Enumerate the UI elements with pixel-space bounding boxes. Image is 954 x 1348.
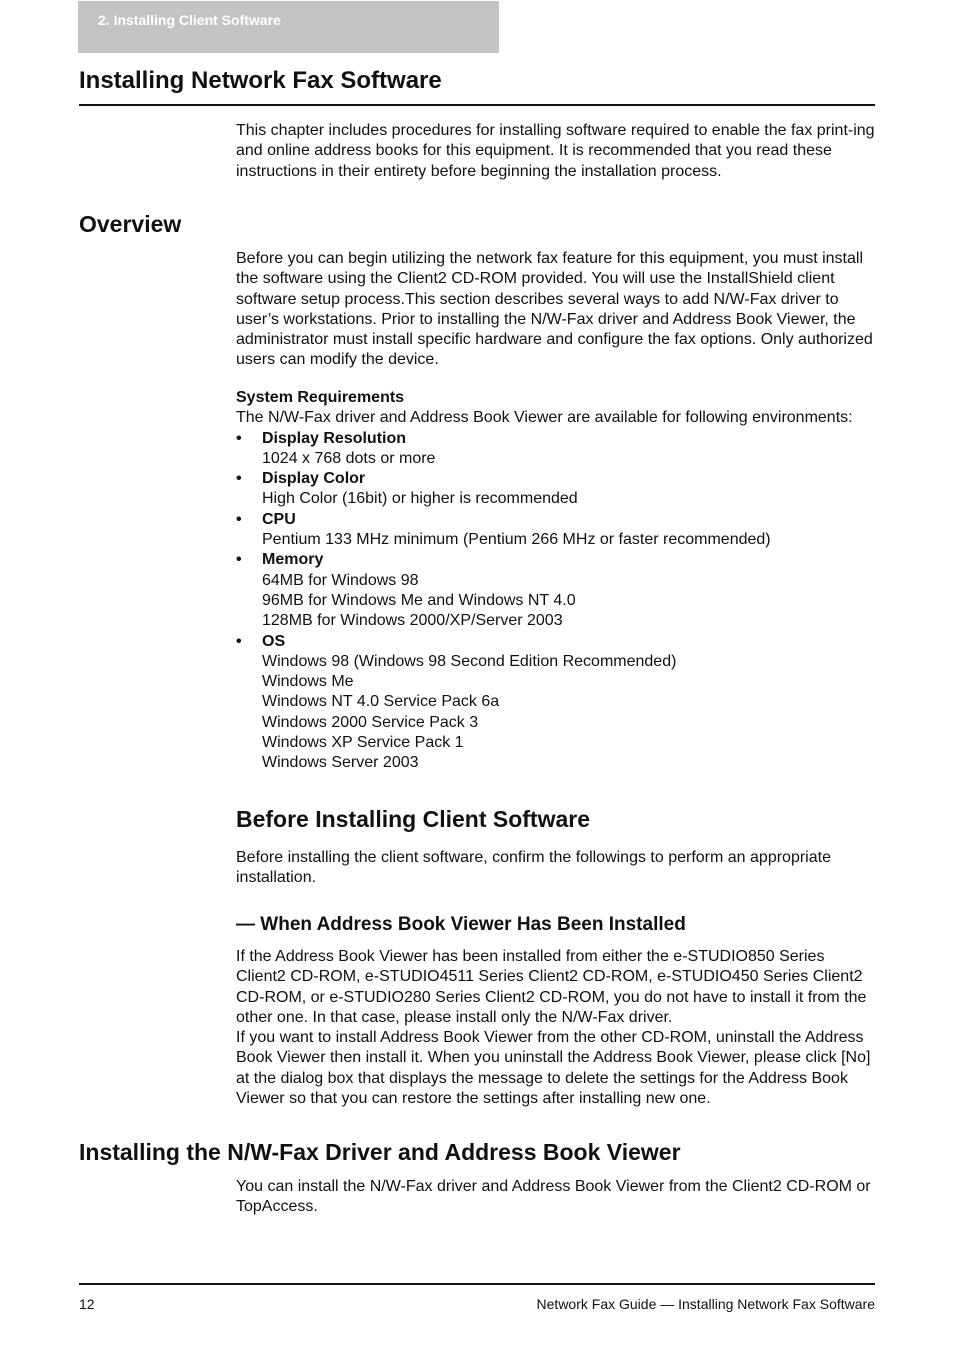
bullet-icon: • (236, 470, 242, 488)
requirement-label: Display Color (262, 470, 366, 488)
requirement-value: 128MB for Windows 2000/XP/Server 2003 (262, 612, 563, 630)
overview-paragraph (236, 249, 876, 371)
requirements-list (236, 429, 896, 774)
page-number: 12 (79, 1296, 95, 1312)
bullet-icon: • (236, 429, 242, 447)
installing-text: You can install the N/W-Fax driver and Address Book Viewer from the Client2 CD-ROM or TopAccess. (236, 1178, 871, 1216)
requirement-value: Windows XP Service Pack 1 (262, 734, 464, 752)
when-installed-para2: If you want to install Address Book Viewer from the other CD-ROM, uninstall the Address Book Viewer then install it. When you uninstall the Address Book Viewer, please click [No] at the dialog box that displays the message to delete the settings for the Address Book Viewer so that you can restore the settings after installing new one. (236, 1029, 871, 1108)
requirement-value: Windows NT 4.0 Service Pack 6a (262, 693, 500, 711)
requirement-label: CPU (262, 510, 296, 528)
chapter-tab-label: 2. Installing Client Software (98, 12, 281, 28)
requirements-heading: System Requirements (236, 389, 405, 406)
before-heading: Before Installing Client Software (236, 806, 590, 832)
requirement-label: Display Resolution (262, 429, 407, 447)
overview-heading: Overview (79, 211, 182, 237)
before-paragraph (236, 848, 876, 889)
system-requirements (236, 388, 896, 774)
requirement-value: Windows 2000 Service Pack 3 (262, 713, 479, 731)
intro-paragraph (236, 121, 876, 182)
bullet-icon: • (236, 510, 242, 528)
requirement-value: Pentium 133 MHz minimum (Pentium 266 MHz or faster recommended) (262, 531, 771, 549)
requirement-item (236, 469, 896, 510)
requirement-item (236, 550, 896, 631)
requirement-item (236, 429, 896, 470)
when-installed-para1: If the Address Book Viewer has been installed from either the e-STUDIO850 Series Client2 CD-ROM, e-STUDIO4511 Series Client2 CD-ROM, e-STUDIO450 Series Client2 CD-ROM, or e-STUDIO280 Series Client2 CD-ROM, you do not have to install it from the other one. In that case, please install only the N/W-Fax driver. (236, 948, 867, 1026)
requirement-value: 64MB for Windows 98 (262, 571, 419, 589)
requirement-value: Windows Me (262, 673, 354, 691)
title-rule (79, 104, 875, 106)
footer-rule (79, 1283, 875, 1285)
installing-heading: Installing the N/W-Fax Driver and Address Book Viewer (79, 1139, 681, 1165)
bullet-icon: • (236, 632, 242, 650)
chapter-tab (78, 1, 499, 53)
when-installed-paragraphs (236, 947, 876, 1109)
overview-text: Before you can begin utilizing the network fax feature for this equipment, you must install the software using the Client2 CD-ROM provided. You will use the InstallShield client software setup process.This section describes several ways to add N/W-Fax driver to user’s workstations. Prior to installing the N/W-Fax driver and Address Book Viewer, the administrator must install specific hardware and configure the fax options. Only authorized users can modify the device. (236, 250, 873, 369)
requirement-value: Windows 98 (Windows 98 Second Edition Recommended) (262, 652, 677, 670)
requirement-item (236, 632, 896, 774)
when-installed-heading: — When Address Book Viewer Has Been Installed (236, 914, 686, 935)
installing-paragraph (236, 1177, 876, 1218)
requirement-label: OS (262, 632, 286, 650)
requirement-value: 96MB for Windows Me and Windows NT 4.0 (262, 591, 576, 609)
before-text: Before installing the client software, confirm the followings to perform an appropriate installation. (236, 849, 831, 887)
requirements-lead: The N/W-Fax driver and Address Book Viewer are available for following environments: (236, 409, 853, 427)
requirement-value: Windows Server 2003 (262, 754, 419, 772)
requirement-value: High Color (16bit) or higher is recommended (262, 490, 578, 508)
footer-title: Network Fax Guide — Installing Network Fax Software (536, 1296, 875, 1312)
requirement-item (236, 510, 896, 551)
page-title: Installing Network Fax Software (79, 67, 442, 94)
requirement-label: Memory (262, 551, 324, 569)
requirement-value: 1024 x 768 dots or more (262, 449, 436, 467)
bullet-icon: • (236, 551, 242, 569)
intro-text: This chapter includes procedures for installing software required to enable the fax print-ing and online address books for this equipment. It is recommended that you read these instructions in their entirety before beginning the installation process. (236, 122, 875, 180)
